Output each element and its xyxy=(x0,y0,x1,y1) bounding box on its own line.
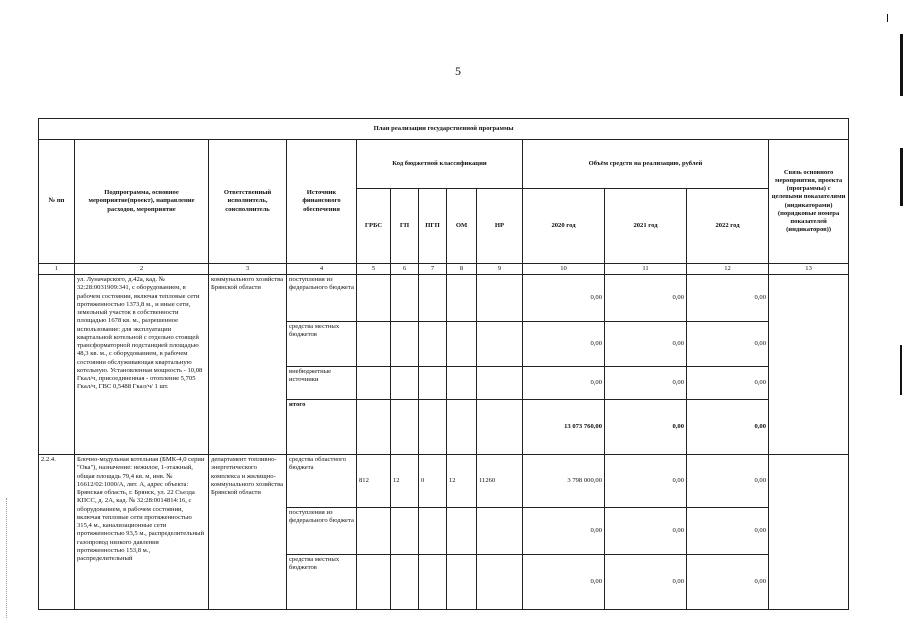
code-om: 12 xyxy=(447,455,477,508)
header-source: Источник финансового обеспечения xyxy=(287,140,357,264)
header-executor: Ответственный исполнитель, соисполнитель xyxy=(209,140,287,264)
header-budget-code: Код бюджетной классификации xyxy=(357,140,523,189)
value-2022: 0,00 xyxy=(687,367,769,400)
header-name: Подпрограмма, основное мероприятие(проект), направление расходов, мероприятие xyxy=(75,140,209,264)
funding-source: итого xyxy=(287,400,357,455)
header-grbs: ГРБС xyxy=(357,189,391,264)
header-num: № пп xyxy=(39,140,75,264)
value-2021: 0,00 xyxy=(605,508,687,555)
value-2021: 0,00 xyxy=(605,275,687,322)
scan-margin-dots xyxy=(6,498,9,618)
column-number: 5 xyxy=(357,264,391,275)
header-gp: ГП xyxy=(391,189,419,264)
funding-source: средства местных бюджетов xyxy=(287,555,357,610)
table-title: План реализации государственной программы xyxy=(39,119,849,140)
table-row xyxy=(39,455,849,508)
funding-source: средства областного бюджета xyxy=(287,455,357,508)
indicator-link xyxy=(769,275,849,455)
header-2022: 2022 год xyxy=(687,189,769,264)
column-number: 7 xyxy=(419,264,447,275)
measure-executor: коммунального хозяйства Брянской области xyxy=(209,275,287,455)
value-2021: 0,00 xyxy=(605,322,687,367)
value-2020: 3 798 000,00 xyxy=(523,455,605,508)
code-pgp: 0 xyxy=(419,455,447,508)
measure-executor: департамент топливно-энергетического комплекса и жилищно-коммунального хозяйства Брянской области xyxy=(209,455,287,610)
value-2020: 0,00 xyxy=(523,555,605,610)
value-2020: 0,00 xyxy=(523,275,605,322)
value-2020: 0,00 xyxy=(523,508,605,555)
header-volume: Объём средств на реализацию, рублей xyxy=(523,140,769,189)
header-link: Связь основного мероприятия, проекта (программы) с целевыми показателями (индикаторами) (порядковые номера показателей (индикаторов)) xyxy=(769,140,849,264)
indicator-link xyxy=(769,455,849,610)
column-number: 4 xyxy=(287,264,357,275)
row-number xyxy=(39,275,75,455)
table-row xyxy=(39,275,849,322)
value-2021: 0,00 xyxy=(605,400,687,455)
column-number: 9 xyxy=(477,264,523,275)
code-gp: 12 xyxy=(391,455,419,508)
column-number: 1 xyxy=(39,264,75,275)
header-om: ОМ xyxy=(447,189,477,264)
column-number: 2 xyxy=(75,264,209,275)
scan-edge-mark xyxy=(900,345,902,395)
funding-source: поступления из федерального бюджета xyxy=(287,508,357,555)
column-number: 12 xyxy=(687,264,769,275)
plan-table xyxy=(38,118,849,610)
measure-description: Блочно-модульная котельная (БМК-4,0 серии "Ока"), назначение: нежилое, 1-этажный, общая площадь 79,4 кв. м, инв. № 16612/02:1000/А, лит. А, адрес объекта: Брянская область, г. Брянск, ул. 22 Съезда КПСС, д. 2А, кад. № 32:28:0014814:16, с оборудованием, в рабочем состоянии, включая тепловые сети протяженностью 315,4 м., канализационные сети протяженностью 93,5 м., распределительный газопровод низкого давления протяженностью 153,8 м., распределительный xyxy=(75,455,209,610)
value-2022: 0,00 xyxy=(687,455,769,508)
column-number: 11 xyxy=(605,264,687,275)
value-2021: 0,00 xyxy=(605,555,687,610)
funding-source: внебюджетные источники xyxy=(287,367,357,400)
value-2020: 13 073 760,00 xyxy=(523,400,605,455)
value-2022: 0,00 xyxy=(687,322,769,367)
value-2022: 0,00 xyxy=(687,275,769,322)
scan-edge-mark xyxy=(887,14,888,22)
column-number: 13 xyxy=(769,264,849,275)
scan-edge-mark xyxy=(900,34,903,96)
column-number: 10 xyxy=(523,264,605,275)
value-2020: 0,00 xyxy=(523,367,605,400)
scan-edge-mark xyxy=(900,148,903,206)
funding-source: средства местных бюджетов xyxy=(287,322,357,367)
header-nr: НР xyxy=(477,189,523,264)
column-number: 6 xyxy=(391,264,419,275)
measure-description: ул. Луначарского, д.42а, кад. № 32:28:0031909:341, с оборудованием, в рабочем состоянии, включая тепловые сети протяженностью 1373,8 м., и иные сети, земельный участок в собственности площадью 1678 кв. м., разрешенное использование: для эксплуатации квартальной котельной с отдельно стоящей трансформаторной подстанцией площадью 48,3 кв. м., с оборудованием, в рабочем состоянии обслуживающая квартальную котельную. Установленная мощность - 10,08 Гкал/ч, присоединенная - отопление 5,705 Гкал/ч, ГВС 0,5488 Гкал/ч/ 1 шт. xyxy=(75,275,209,455)
header-pgp: ПГП xyxy=(419,189,447,264)
page-number: 5 xyxy=(455,64,461,78)
value-2021: 0,00 xyxy=(605,367,687,400)
header-2021: 2021 год xyxy=(605,189,687,264)
code-grbs: 812 xyxy=(357,455,391,508)
value-2022: 0,00 xyxy=(687,508,769,555)
value-2022: 0,00 xyxy=(687,555,769,610)
row-number: 2.2.4. xyxy=(39,455,75,610)
value-2020: 0,00 xyxy=(523,322,605,367)
code-nr: 11260 xyxy=(477,455,523,508)
value-2022: 0,00 xyxy=(687,400,769,455)
column-number: 3 xyxy=(209,264,287,275)
funding-source: поступления из федерального бюджета xyxy=(287,275,357,322)
header-2020: 2020 год xyxy=(523,189,605,264)
column-number: 8 xyxy=(447,264,477,275)
value-2021: 0,00 xyxy=(605,455,687,508)
